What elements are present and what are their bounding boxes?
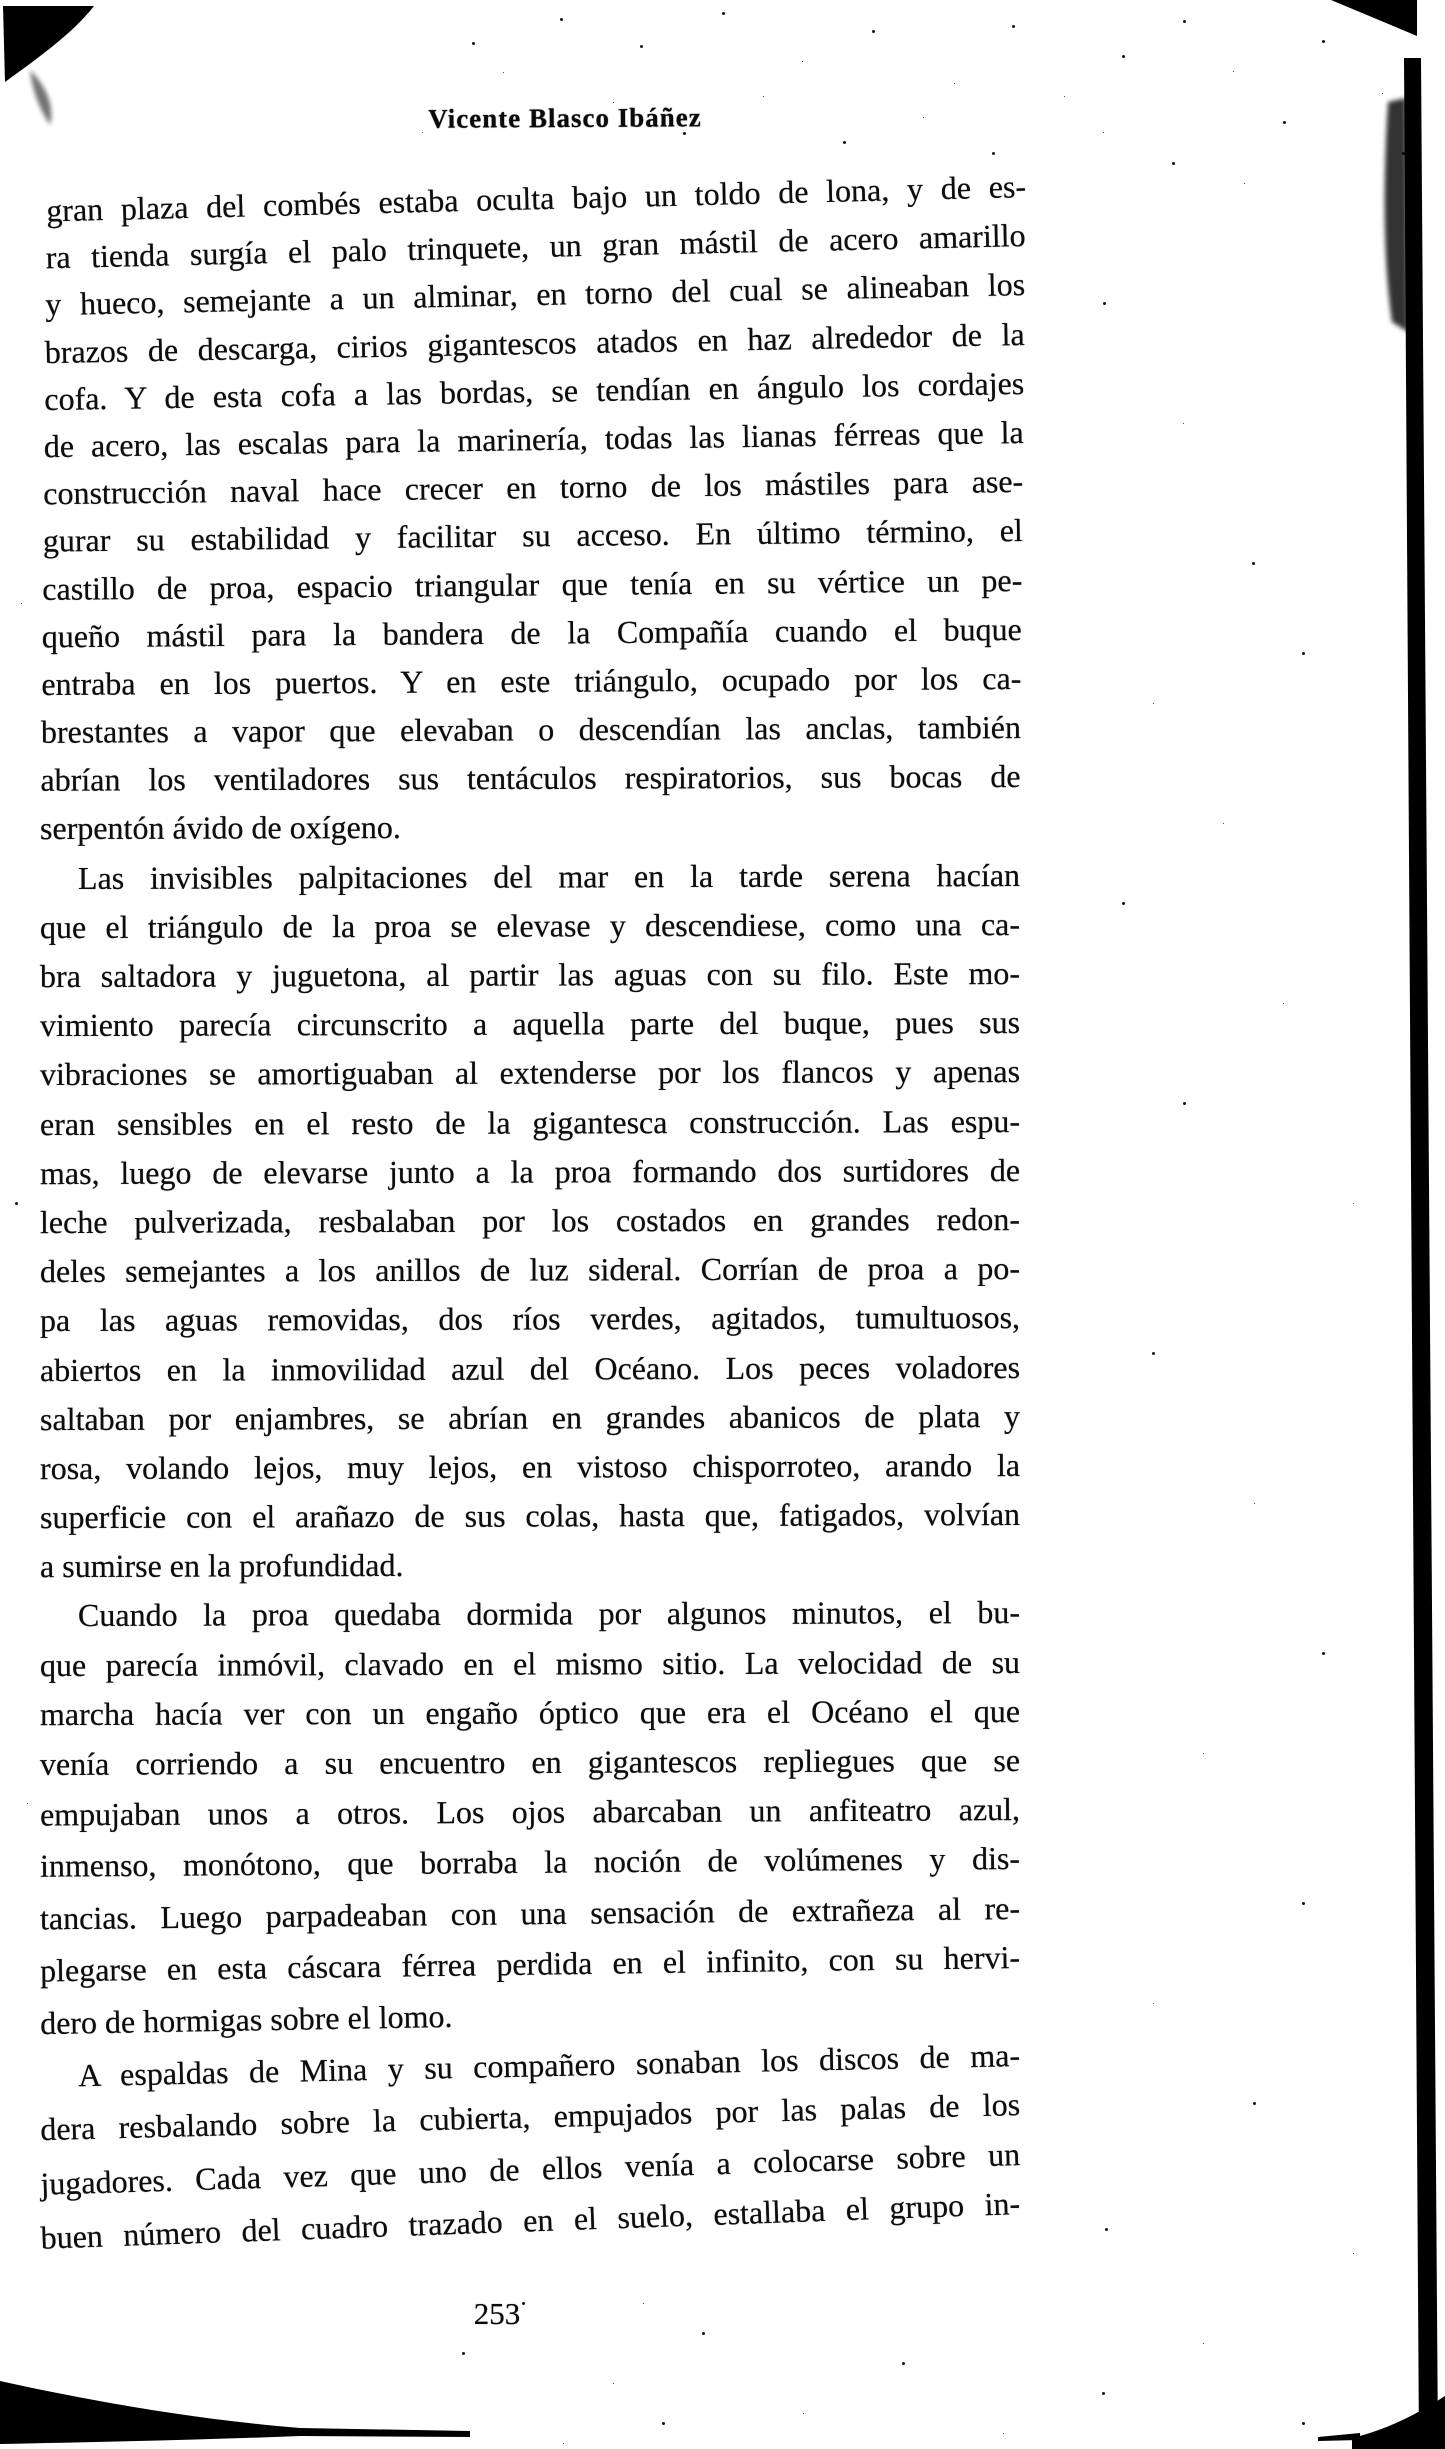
scan-corner-mark-top-left bbox=[3, 6, 94, 82]
text-line: saltaban por enjambres, se abrían en grandes abanicos de plata y bbox=[39, 1397, 1021, 1437]
text-line: deles semejantes a los anillos de luz sideral. Corrían de proa a po- bbox=[39, 1250, 1021, 1290]
text-line: superficie con el arañazo de sus colas, hasta que, fatigados, volvían bbox=[39, 1496, 1021, 1536]
text-line: Las invisibles palpitaciones del mar en la tarde serena hacían bbox=[77, 856, 1021, 896]
text-line: leche pulverizada, resbalaban por los costados en grandes redon- bbox=[39, 1200, 1021, 1241]
text-line: buen número del cuadro trazado en el suelo, estallaba el grupo in- bbox=[39, 2184, 1021, 2256]
text-line: jugadores. Cada vez que uno de ellos venía a colocarse sobre un bbox=[39, 2135, 1021, 2202]
text-line: que parecía inmóvil, clavado en el mismo sitio. La velocidad de su bbox=[39, 1643, 1021, 1683]
text-line: eran sensibles en el resto de la gigantesca construcción. Las espu- bbox=[39, 1102, 1021, 1142]
text-line: de acero, las escalas para la marinería, todas las lianas férreas que la bbox=[43, 413, 1024, 465]
text-line: serpentón ávido de oxígeno. bbox=[39, 809, 401, 847]
scan-noise-speckles bbox=[0, 0, 3, 3]
text-line: a sumirse en la profundidad. bbox=[39, 1547, 404, 1585]
text-line: Cuando la proa quedaba dormida por algunos minutos, el bu- bbox=[77, 1594, 1021, 1634]
scan-edge-fuzz-right bbox=[1385, 98, 1408, 332]
text-line: castillo de proa, espacio triangular que tenía en su vértice un pe- bbox=[42, 561, 1023, 607]
scan-corner-mark-bottom-left bbox=[0, 2381, 470, 2444]
text-line: abiertos en la inmovilidad azul del Océano. Los peces voladores bbox=[39, 1348, 1021, 1388]
text-line: rosa, volando lejos, muy lejos, en vistoso chisporroteo, arando la bbox=[39, 1446, 1021, 1486]
text-line: construcción naval hace crecer en torno de los mástiles para ase- bbox=[43, 463, 1024, 512]
text-line: abrían los ventiladores sus tentáculos respiratorios, sus bocas de bbox=[40, 758, 1021, 799]
scan-corner-mark-top-right bbox=[1331, 0, 1417, 36]
text-line: vimiento parecía circunscrito a aquella parte del buque, pues sus bbox=[39, 1004, 1021, 1044]
scan-corner-mark-bottom-right bbox=[1352, 2396, 1445, 2449]
text-line: gran plaza del combés estaba oculta bajo un toldo de lona, y de es- bbox=[45, 168, 1027, 229]
text-line: empujaban unos a otros. Los ojos abarcaban un anfiteatro azul, bbox=[39, 1791, 1021, 1833]
text-line: vibraciones se amortiguaban al extenderse por los flancos y apenas bbox=[39, 1053, 1021, 1093]
text-line: brestantes a vapor que elevaban o descendían las anclas, también bbox=[40, 709, 1021, 750]
scan-edge-bar-right bbox=[1404, 58, 1438, 2449]
page-number: 253 bbox=[473, 2296, 521, 2331]
text-line: tancias. Luego parpadeaban con una sensación de extrañeza al re- bbox=[39, 1889, 1021, 1936]
text-line: plegarse en esta cáscara férrea perdida en el infinito, con su hervi- bbox=[39, 1938, 1021, 1989]
text-line: A espaldas de Mina y su compañero sonaban los discos de ma- bbox=[77, 2037, 1021, 2094]
text-line: pa las aguas removidas, dos ríos verdes, agitados, tumultuosos, bbox=[39, 1299, 1021, 1339]
text-line: gurar su estabilidad y facilitar su acceso. En último término, el bbox=[42, 512, 1023, 559]
running-head-author: Vicente Blasco Ibáñez bbox=[428, 102, 702, 134]
text-line: venía corriendo a su encuentro en gigantescos repliegues que se bbox=[39, 1742, 1021, 1782]
text-line: mas, luego de elevarse junto a la proa formando dos surtidores de bbox=[39, 1151, 1021, 1191]
text-line: dero de hormigas sobre el lomo. bbox=[39, 1997, 453, 2042]
text-line: dera resbalando sobre la cubierta, empujados por las palas de los bbox=[39, 2086, 1021, 2148]
text-line: inmenso, monótono, que borraba la noción de volúmenes y dis- bbox=[39, 1840, 1021, 1885]
text-line: marcha hacía ver con un engaño óptico que era el Océano el que bbox=[39, 1692, 1021, 1732]
text-line: cofa. Y de esta cofa a las bordas, se tendían en ángulo los cordajes bbox=[44, 364, 1025, 417]
text-line: brazos de descarga, cirios gigantescos atados en haz alrededor de la bbox=[44, 315, 1025, 370]
text-block bbox=[39, 162, 1027, 2256]
scan-tick-bottom-right bbox=[1318, 2433, 1360, 2441]
text-line: ra tienda surgía el palo trinquete, un gran mástil de acero amarillo bbox=[45, 217, 1026, 276]
text-line: que el triángulo de la proa se elevase y descendiese, como una ca- bbox=[39, 905, 1021, 945]
text-line: bra saltadora y juguetona, al partir las aguas con su filo. Este mo- bbox=[39, 955, 1021, 995]
text-line: queño mástil para la bandera de la Compañía cuando el buque bbox=[41, 610, 1022, 655]
text-line: y hueco, semejante a un alminar, en torno del cual se alineaban los bbox=[44, 266, 1026, 323]
text-line: entraba en los puertos. Y en este triángulo, ocupado por los ca- bbox=[41, 659, 1022, 702]
